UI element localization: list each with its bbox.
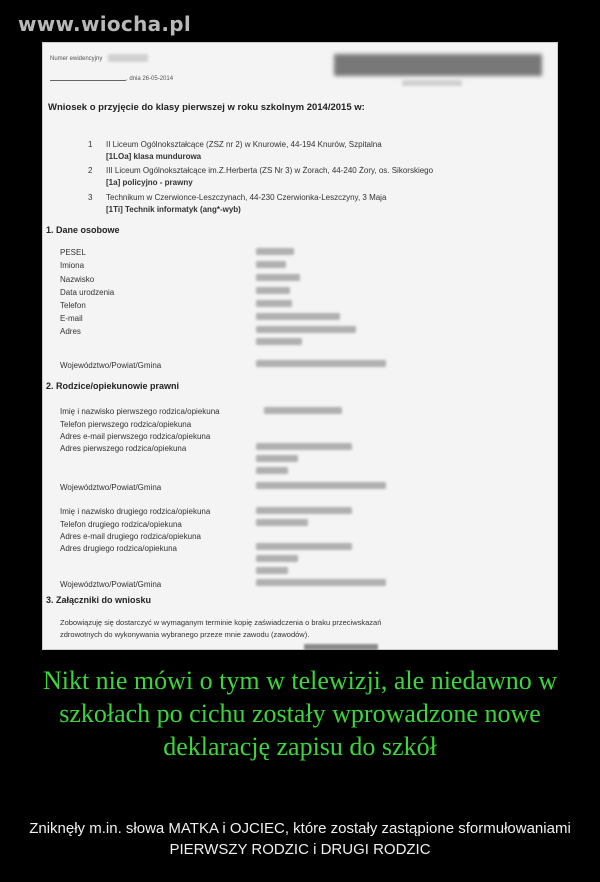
- region-label-second-parent: Województwo/Powiat/Gmina: [60, 580, 162, 589]
- redacted-second-parent-phone: [256, 519, 308, 526]
- redacted-second-parent-address-1: [256, 543, 352, 550]
- record-number-label: Numer ewidencyjny: [50, 56, 103, 62]
- region-label-first-parent: Województwo/Powiat/Gmina: [60, 483, 162, 492]
- email-label: E-mail: [60, 314, 83, 323]
- first-parent-address-label: Adres pierwszego rodzica/opiekuna: [60, 444, 187, 453]
- redacted-pesel: [256, 248, 294, 255]
- redacted-second-parent-address-2: [256, 555, 298, 562]
- redacted-first-parent-name: [264, 407, 342, 414]
- school-3-class: [1Ti] Technik informatyk (ang*-wyb): [106, 205, 241, 214]
- school-1-name: II Liceum Ogólnokształcące (ZSZ nr 2) w Knurowie, 44-194 Knurów, Szpitalna: [106, 140, 382, 149]
- second-parent-email-label: Adres e-mail drugiego rodzica/opiekuna: [60, 532, 201, 541]
- section-personal-data-heading: 1. Dane osobowe: [46, 225, 120, 235]
- school-2-class: [1a] policyjno - prawny: [106, 178, 193, 187]
- redacted-second-parent-name: [256, 507, 352, 514]
- caption-subline: Zniknęły m.in. słowa MATKA i OJCIEC, które zostały zastąpione sformułowaniami PIERWSZY RODZIC i DRUGI RODZIC: [29, 820, 571, 858]
- redacted-second-parent-address-3: [256, 567, 288, 574]
- birth-date-label: Data urodzenia: [60, 288, 115, 297]
- first-parent-name-label: Imię i nazwisko pierwszego rodzica/opiekuna: [60, 407, 220, 416]
- redacted-first-parent-address-3: [256, 467, 288, 474]
- redacted-address-2: [256, 338, 302, 345]
- redacted-region-personal: [256, 360, 386, 367]
- redacted-region-second-parent: [256, 579, 386, 586]
- redacted-surname: [256, 274, 300, 281]
- redacted-email: [256, 313, 340, 320]
- second-parent-address-label: Adres drugiego rodzica/opiekuna: [60, 544, 177, 553]
- application-form-document: [42, 42, 558, 650]
- school-1-number: 1: [88, 140, 93, 149]
- second-parent-name-label: Imię i nazwisko drugiego rodzica/opiekuna: [60, 507, 211, 516]
- first-parent-phone-label: Telefon pierwszego rodzica/opiekuna: [60, 420, 192, 429]
- attachments-text-line-2: zdrowotnych do wykonywania wybranego przeze mnie zawodu (zawodów).: [60, 630, 310, 639]
- section-attachments-heading: 3. Załączniki do wniosku: [46, 595, 152, 605]
- document-border: [42, 42, 558, 650]
- school-2-number: 2: [88, 166, 93, 175]
- redacted-barcode-number: [402, 80, 462, 86]
- section-parents-heading: 2. Rodzice/opiekunowie prawni: [46, 381, 180, 391]
- school-2-name: III Liceum Ogólnokształcące im.Z.Herberta (ZS Nr 3) w Żorach, 44-240 Żory, os. Sikorskiego: [106, 166, 434, 175]
- place-underline: [50, 80, 126, 81]
- caption-headline: Nikt nie mówi o tym w telewizji, ale niedawno w szkołach po cichu zostały wprowadzone nowe deklarację zapisu do szkół: [42, 666, 558, 761]
- first-parent-email-label: Adres e-mail pierwszego rodzica/opiekuna: [60, 432, 211, 441]
- address-label: Adres: [60, 327, 81, 336]
- first-names-label: Imiona: [60, 261, 85, 270]
- attachments-text-line-1: Zobowiązuję się dostarczyć w wymaganym terminie kopię zaświadczenia o braku przeciwskazań: [60, 618, 382, 627]
- redacted-address-1: [256, 326, 356, 333]
- surname-label: Nazwisko: [60, 275, 95, 284]
- phone-label: Telefon: [60, 301, 86, 310]
- site-watermark: www.wiocha.pl: [18, 12, 192, 36]
- cut-off-text: [304, 644, 378, 650]
- school-3-name: Technikum w Czerwionce-Leszczynach, 44-230 Czerwionka-Leszczyny, 3 Maja: [106, 193, 387, 202]
- redacted-birth-date: [256, 287, 290, 294]
- redacted-barcode: [334, 54, 542, 76]
- school-3-number: 3: [88, 193, 93, 202]
- form-title: Wniosek o przyjęcie do klasy pierwszej w roku szkolnym 2014/2015 w:: [48, 102, 365, 113]
- pesel-label: PESEL: [60, 248, 86, 257]
- redacted-phone: [256, 300, 292, 307]
- redacted-first-names: [256, 261, 286, 268]
- redacted-first-parent-address-1: [256, 443, 352, 450]
- redacted-first-parent-address-2: [256, 455, 298, 462]
- second-parent-phone-label: Telefon drugiego rodzica/opiekuna: [60, 520, 182, 529]
- redacted-record-number: [108, 54, 148, 62]
- region-label-personal: Województwo/Powiat/Gmina: [60, 361, 162, 370]
- school-1-class: [1LOa] klasa mundurowa: [106, 152, 202, 161]
- redacted-region-first-parent: [256, 482, 386, 489]
- date-line: , dnia 26-05-2014: [126, 76, 174, 82]
